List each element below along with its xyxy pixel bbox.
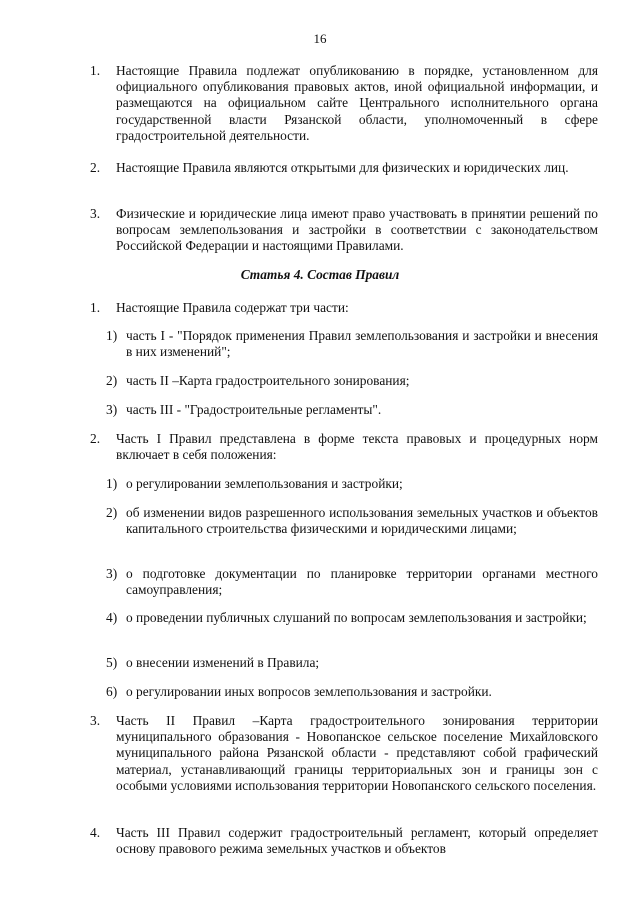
sub-item-part-one	[106, 328, 598, 360]
sub-item-number: 5)	[106, 655, 118, 670]
list-item-three-parts	[90, 300, 598, 316]
sub-item-number: 3)	[106, 402, 118, 417]
item-number: 4.	[90, 825, 101, 840]
sub-item-number: 2)	[106, 373, 118, 388]
item-text: Часть I Правил представлена в форме текста правовых и процедурных норм включает в себя положения:	[116, 431, 598, 463]
sub-item-number: 1)	[106, 328, 118, 343]
sub-item-text: часть I - "Порядок применения Правил землепользования и застройки и внесения в них изменений";	[126, 328, 598, 360]
sub-item-number: 3)	[106, 566, 118, 581]
list-item-participation	[90, 206, 598, 255]
item-number: 3.	[90, 713, 101, 728]
sub-item-part-two	[106, 373, 598, 389]
sub-item-provision-4	[106, 610, 598, 626]
article-heading: Статья 4. Состав Правил	[240, 267, 400, 282]
item-text: Настоящие Правила являются открытыми для физических и юридических лиц.	[116, 160, 569, 175]
item-text: Часть III Правил содержит градостроительный регламент, который определяет основу правового режима земельных участков и объектов	[116, 825, 598, 857]
sub-item-number: 2)	[106, 505, 118, 520]
sub-item-text: о внесении изменений в Правила;	[126, 655, 320, 670]
item-number: 1.	[90, 300, 101, 315]
list-item-publication	[90, 63, 598, 144]
item-text: Настоящие Правила подлежат опубликованию в порядке, установленном для официального опубликования правовых актов, иной официальной информации, и размещаются на официальном сайте Центрального исполнительного органа государственной власти Рязанской области, уполномоченный в сфере градостроительной деятельности.	[116, 63, 598, 143]
list-item-part-three-description	[90, 825, 598, 857]
list-item-part-two-description	[90, 713, 598, 794]
sub-item-provision-6	[106, 684, 598, 700]
item-text: Часть II Правил –Карта градостроительного зонирования территории муниципального образования - Новопанское сельское поселение Михайловского муниципального района Рязанской области - представляют собой графический материал, устанавливающий границы территориальных зон и границы зон с особыми условиями использования территории Новопанского сельского поселения.	[116, 713, 598, 793]
item-number: 2.	[90, 431, 101, 446]
sub-item-number: 4)	[106, 610, 118, 625]
sub-item-provision-2	[106, 505, 598, 537]
item-number: 1.	[90, 63, 101, 78]
sub-item-text: часть II –Карта градостроительного зонирования;	[126, 373, 410, 388]
list-item-openness	[90, 160, 598, 176]
sub-item-text: о подготовке документации по планировке территории органами местного самоуправления;	[126, 566, 598, 598]
item-number: 3.	[90, 206, 101, 221]
sub-item-text: о регулировании иных вопросов землепользования и застройки.	[126, 684, 492, 699]
list-item-part-one-description	[90, 431, 598, 463]
item-text: Настоящие Правила содержат три части:	[116, 300, 349, 315]
sub-item-number: 1)	[106, 476, 118, 491]
sub-item-text: о регулировании землепользования и застройки;	[126, 476, 403, 491]
sub-item-text: часть III - "Градостроительные регламенты".	[126, 402, 382, 417]
sub-item-number: 6)	[106, 684, 118, 699]
item-text: Физические и юридические лица имеют право участвовать в принятии решений по вопросам землепользования и застройки в соответствии с законодательством Российской Федерации и настоящими Правилами.	[116, 206, 598, 254]
sub-item-provision-3	[106, 566, 598, 598]
sub-item-text: об изменении видов разрешенного использования земельных участков и объектов капитального строительства физическими и юридическими лицами;	[126, 505, 598, 537]
sub-item-part-three	[106, 402, 598, 418]
sub-item-provision-5	[106, 655, 598, 671]
item-number: 2.	[90, 160, 101, 175]
sub-item-text: о проведении публичных слушаний по вопросам землепользования и застройки;	[126, 610, 587, 625]
sub-item-provision-1	[106, 476, 598, 492]
page-number: 16	[313, 31, 327, 46]
